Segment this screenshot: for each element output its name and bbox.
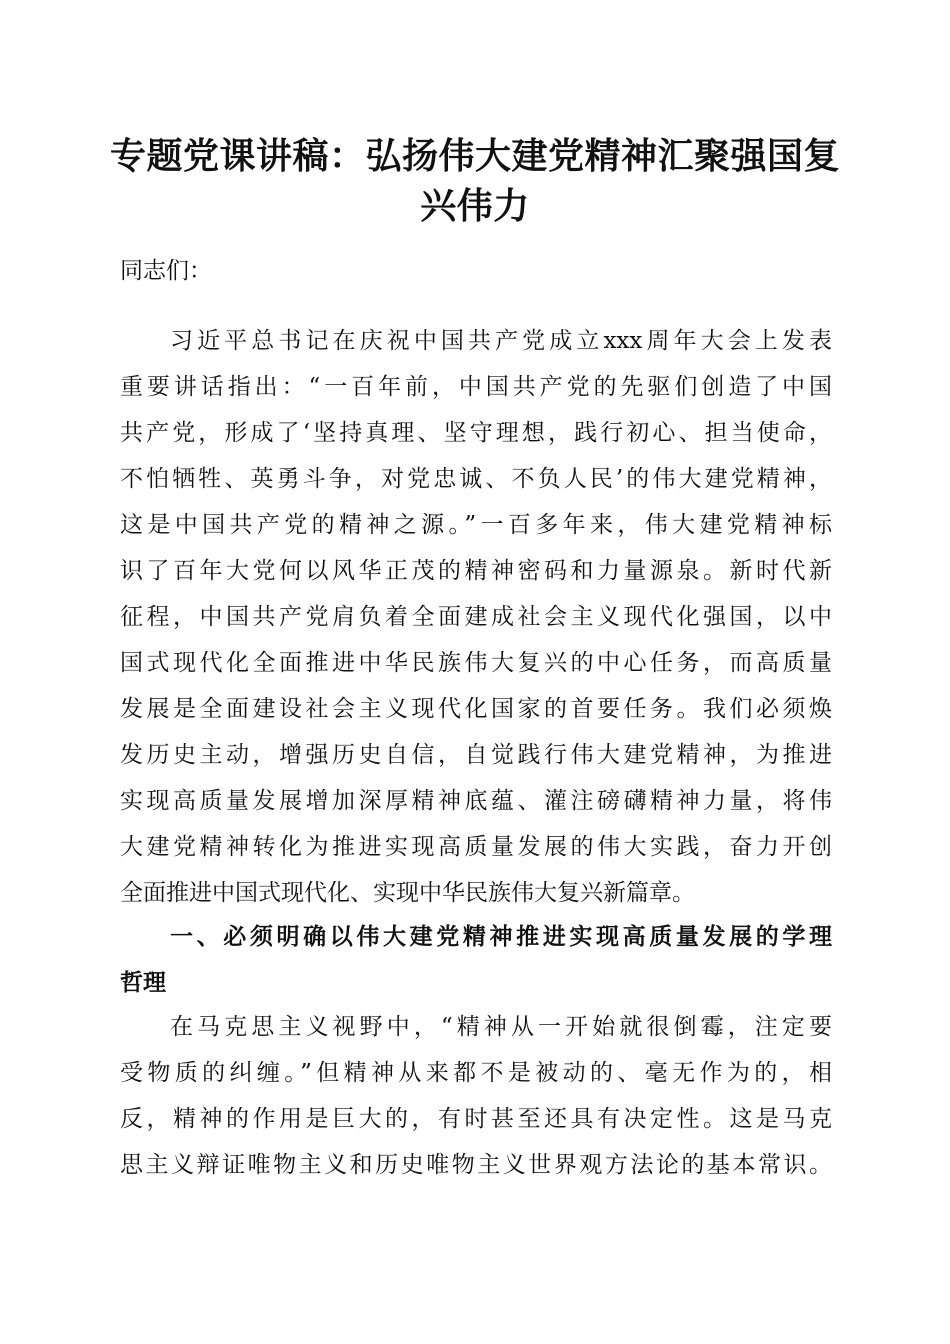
- section-body-line: 思主义辩证唯物主义和历史唯物主义世界观方法论的基本常识。: [120, 1152, 832, 1178]
- section-heading-line-2: 哲理: [120, 970, 166, 996]
- intro-line: 征程，中国共产党肩负着全面建成社会主义现代化强国，以中: [120, 604, 832, 630]
- intro-line: 识了百年大党何以风华正茂的精神密码和力量源泉。新时代新: [120, 558, 832, 584]
- intro-line: 习近平总书记在庆祝中国共产党成立xxx周年大会上发表: [170, 328, 832, 354]
- intro-line: 这是中国共产党的精神之源。”一百多年来，伟大建党精神标: [120, 512, 832, 538]
- intro-line: 大建党精神转化为推进实现高质量发展的伟大实践，奋力开创: [120, 834, 832, 860]
- document-title-line-1: 专题党课讲稿：弘扬伟大建党精神汇聚强国复: [109, 135, 840, 177]
- intro-line: 发展是全面建设社会主义现代化国家的首要任务。我们必须焕: [120, 696, 832, 722]
- document-title-line-2: 兴伟力: [420, 185, 530, 227]
- intro-line: 实现高质量发展增加深厚精神底蕴、灌注磅礴精神力量，将伟: [120, 788, 832, 814]
- section-heading-line-1: 一、必须明确以伟大建党精神推进实现高质量发展的学理: [170, 924, 832, 950]
- intro-line: 全面推进中国式现代化、实现中华民族伟大复兴新篇章。: [120, 880, 695, 906]
- section-body-line: 反，精神的作用是巨大的，有时甚至还具有决定性。这是马克: [120, 1106, 832, 1132]
- section-body-line: 受物质的纠缠。”但精神从来都不是被动的、毫无作为的，相: [120, 1060, 832, 1086]
- intro-line: 共产党，形成了‘坚持真理、坚守理想，践行初心、担当使命，: [120, 420, 832, 446]
- intro-line: 不怕牺牲、英勇斗争，对党忠诚、不负人民’的伟大建党精神，: [120, 466, 832, 492]
- salutation: 同志们：: [120, 258, 212, 284]
- intro-line: 重要讲话指出：“一百年前，中国共产党的先驱们创造了中国: [120, 374, 832, 400]
- intro-line: 发历史主动，增强历史自信，自觉践行伟大建党精神，为推进: [120, 742, 832, 768]
- intro-line: 国式现代化全面推进中华民族伟大复兴的中心任务，而高质量: [120, 650, 832, 676]
- section-body-line: 在马克思主义视野中，“精神从一开始就很倒霉，注定要: [170, 1014, 832, 1040]
